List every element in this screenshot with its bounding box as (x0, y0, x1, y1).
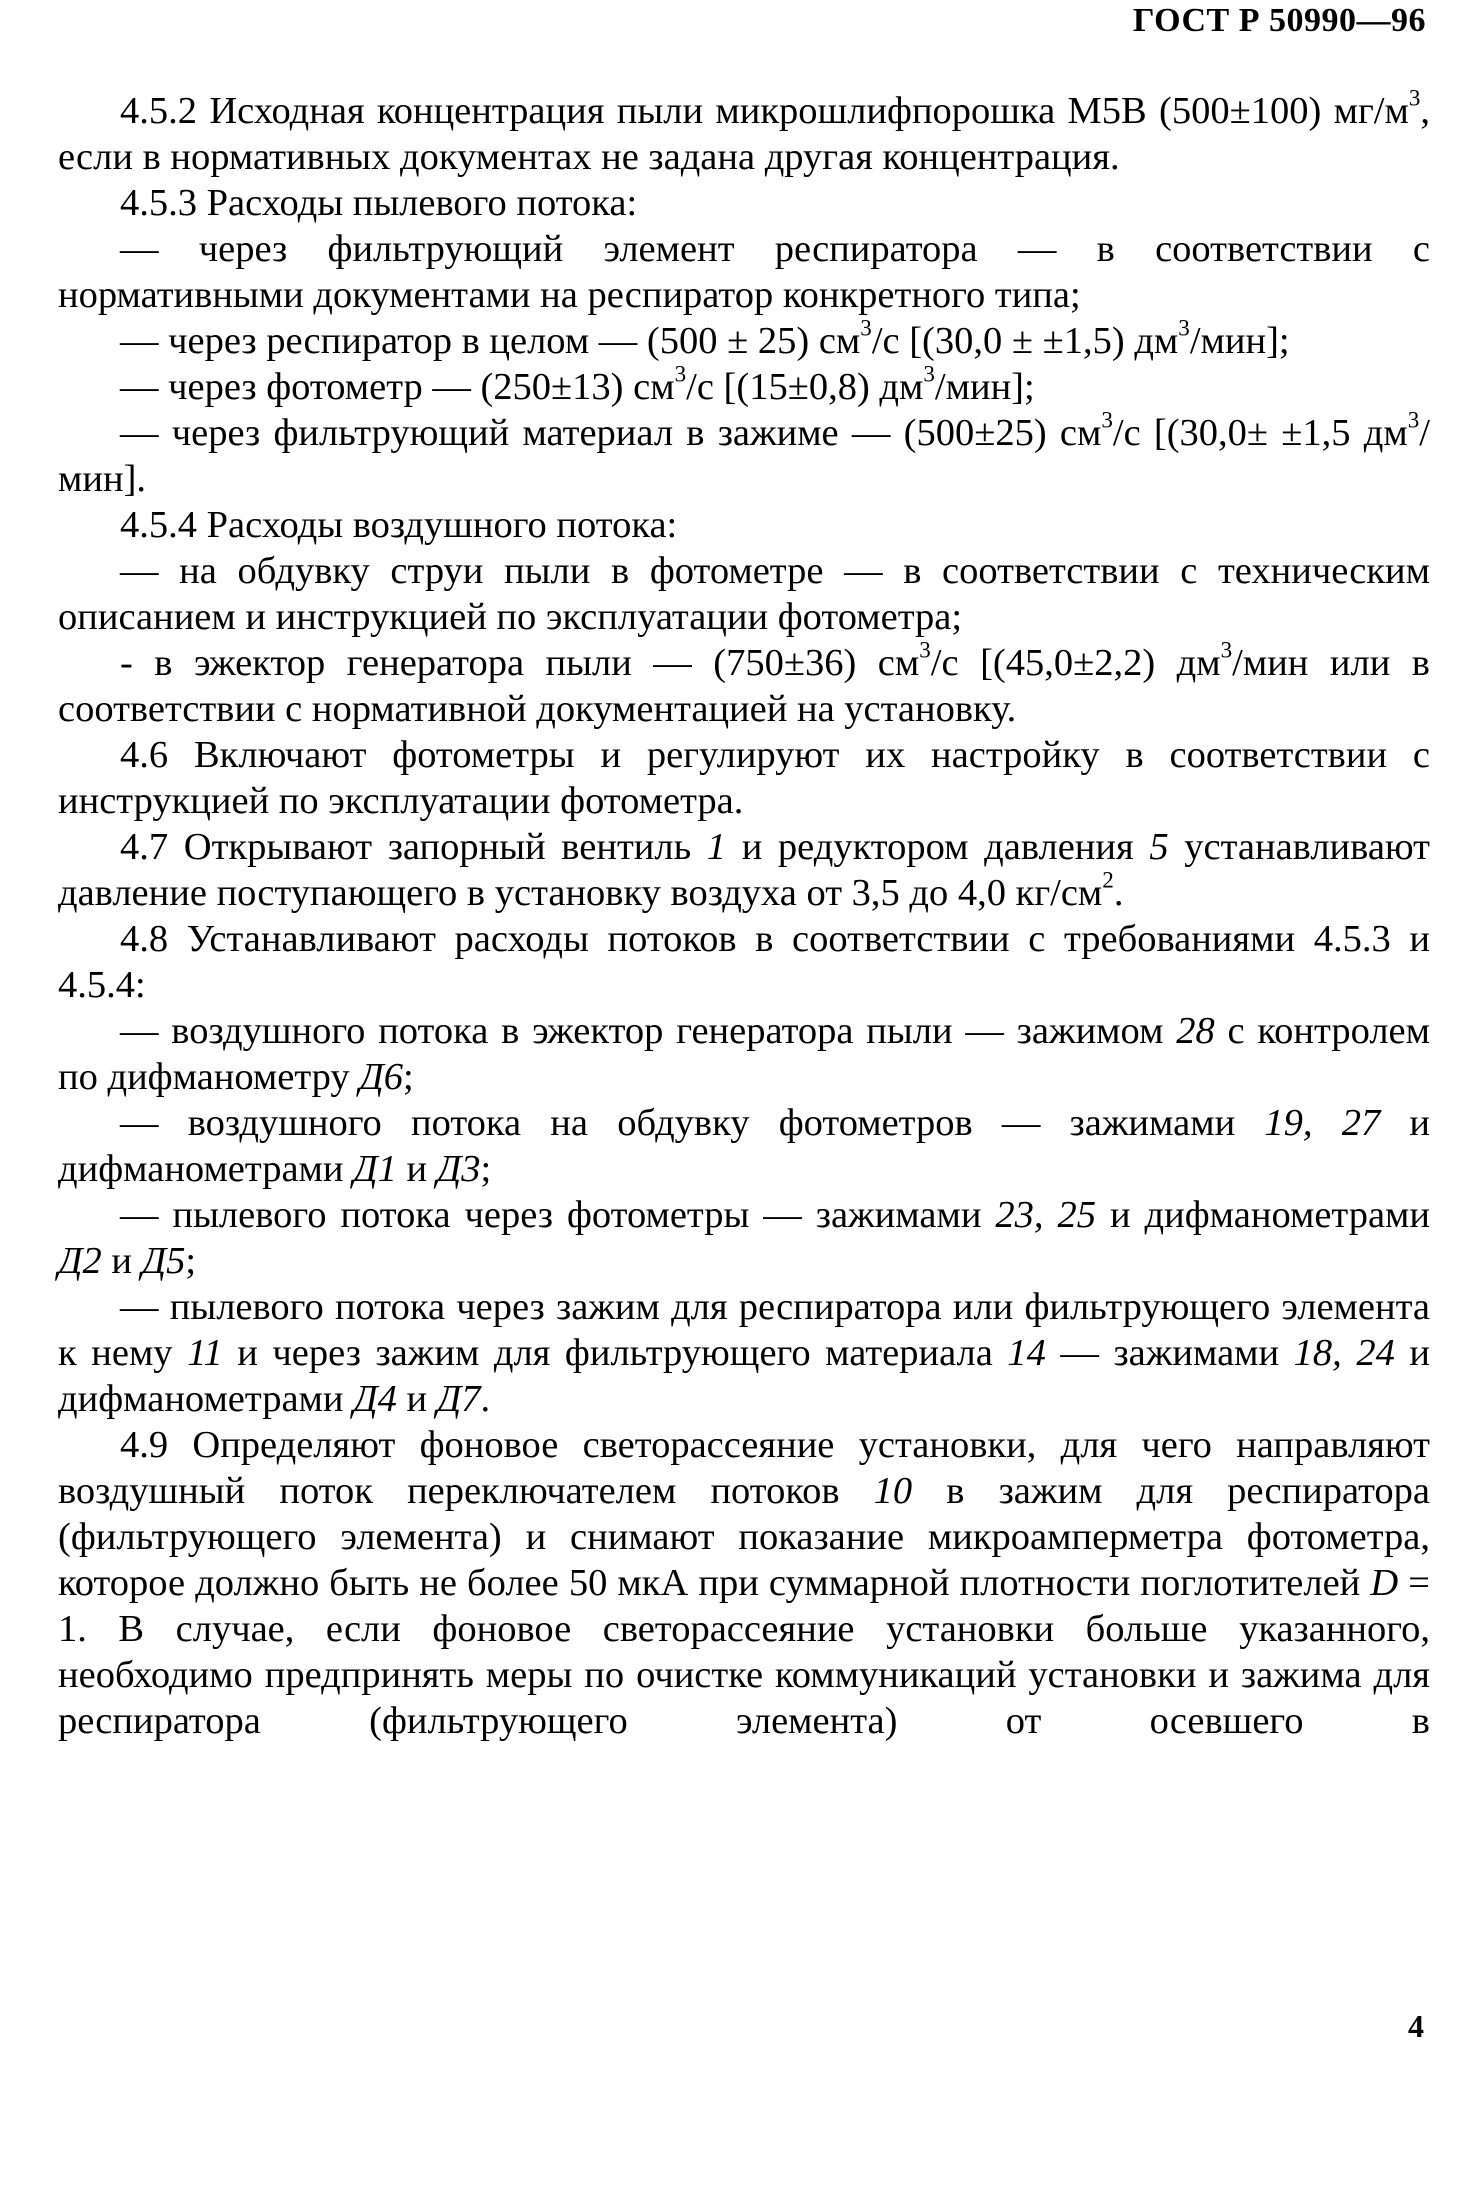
document-body (58, 84, 1431, 1744)
list-item-4-5-4-blowing: — на обдувку струи пыли в фотометре — в соответствии с техническим описанием и инструкцией по эксплуатации фотометра; (58, 550, 1430, 638)
list-item-4-8-blowing: — воздушного потока на обдувку фотометров — зажимами 19, 27 и дифманометрами Д1 и Д3; (58, 1102, 1431, 1190)
list-item-4-5-3-photometer: — через фотометр — (250±13) $см^3/с$ [(15±0,8) $дм^3/мин$]; (120, 360, 1035, 408)
paragraph-4-5-4: 4.5.4 Расходы воздушного потока: (120, 504, 678, 546)
list-item-4-8-clamps: — пылевого потока через зажим для респиратора или фильтрующего элемента к нему 11 и через зажим для фильтрующего материала 14 — зажимами 18, 24 и дифманометрами Д4 и Д7. (58, 1286, 1430, 1420)
page-number: 4 (1408, 2008, 1424, 2044)
paragraph-4-9: 4.9 Определяют фоновое светорассеяние установки, для чего направляют воздушный поток переключателем потоков 10 в зажим для респиратора (фильтрующего элемента) и снимают показание микроамперметра фотометра, которое должно быть не более 50 мкА при суммарной плотности поглотителей D = 1. В случае, если фоновое светорассеяние установки больше указанного, необходимо предпринять меры по очистке коммуникаций установки и зажима для респиратора (фильтрующего элемента) от осевшего в (58, 1424, 1430, 1742)
paragraph-4-7: 4.7 Открывают запорный вентиль 1 и редуктором давления 5 устанавливают давление поступающего в установку воздуха от 3,5 до 4,0 $кг/см^2$. (58, 826, 1430, 914)
list-item-4-5-3-filter-material: — через фильтрующий материал в зажиме — (500±25) $см^3/с$ [(30,0± ±1,5 $дм^3/мин$]. (58, 406, 1430, 500)
list-item-4-8-photometers: — пылевого потока через фотометры — зажимами 23, 25 и дифманометрами Д2 и Д5; (58, 1194, 1431, 1282)
list-item-4-5-3-respirator: — через респиратор в целом — (500 ± 25) $см^3/с$ [(30,0 ± ±1,5) $дм^3/мин$]; (120, 314, 1290, 362)
list-item-4-5-3-filter-element: — через фильтрующий элемент респиратора — в соответствии с нормативными документами на респиратор конкретного типа; (58, 228, 1430, 316)
list-item-4-5-4-ejector: - в эжектор генератора пыли — (750±36) $см^3/с$ [(45,0±2,2) $дм^3$/мин или в соответствии с нормативной документацией на установку. (58, 636, 1430, 730)
paragraph-4-6: 4.6 Включают фотометры и регулируют их настройку в соответствии с инструкцией по эксплуатации фотометра. (58, 734, 1430, 822)
list-item-4-8-ejector: — воздушного потока в эжектор генератора пыли — зажимом 28 с контролем по дифманометру Д6; (58, 1010, 1430, 1098)
paragraph-4-5-2: 4.5.2 Исходная концентрация пыли микрошлифпорошка M5B (500±100) $мг/м^3$, если в нормативных документах не задана другая концентрация. (58, 84, 1430, 178)
paragraph-4-5-3: 4.5.3 Расходы пылевого потока: (120, 182, 638, 224)
document-header: ГОСТ Р 50990—96 (1132, 2, 1426, 39)
paragraph-4-8: 4.8 Устанавливают расходы потоков в соответствии с требованиями 4.5.3 и 4.5.4: (58, 918, 1430, 1006)
